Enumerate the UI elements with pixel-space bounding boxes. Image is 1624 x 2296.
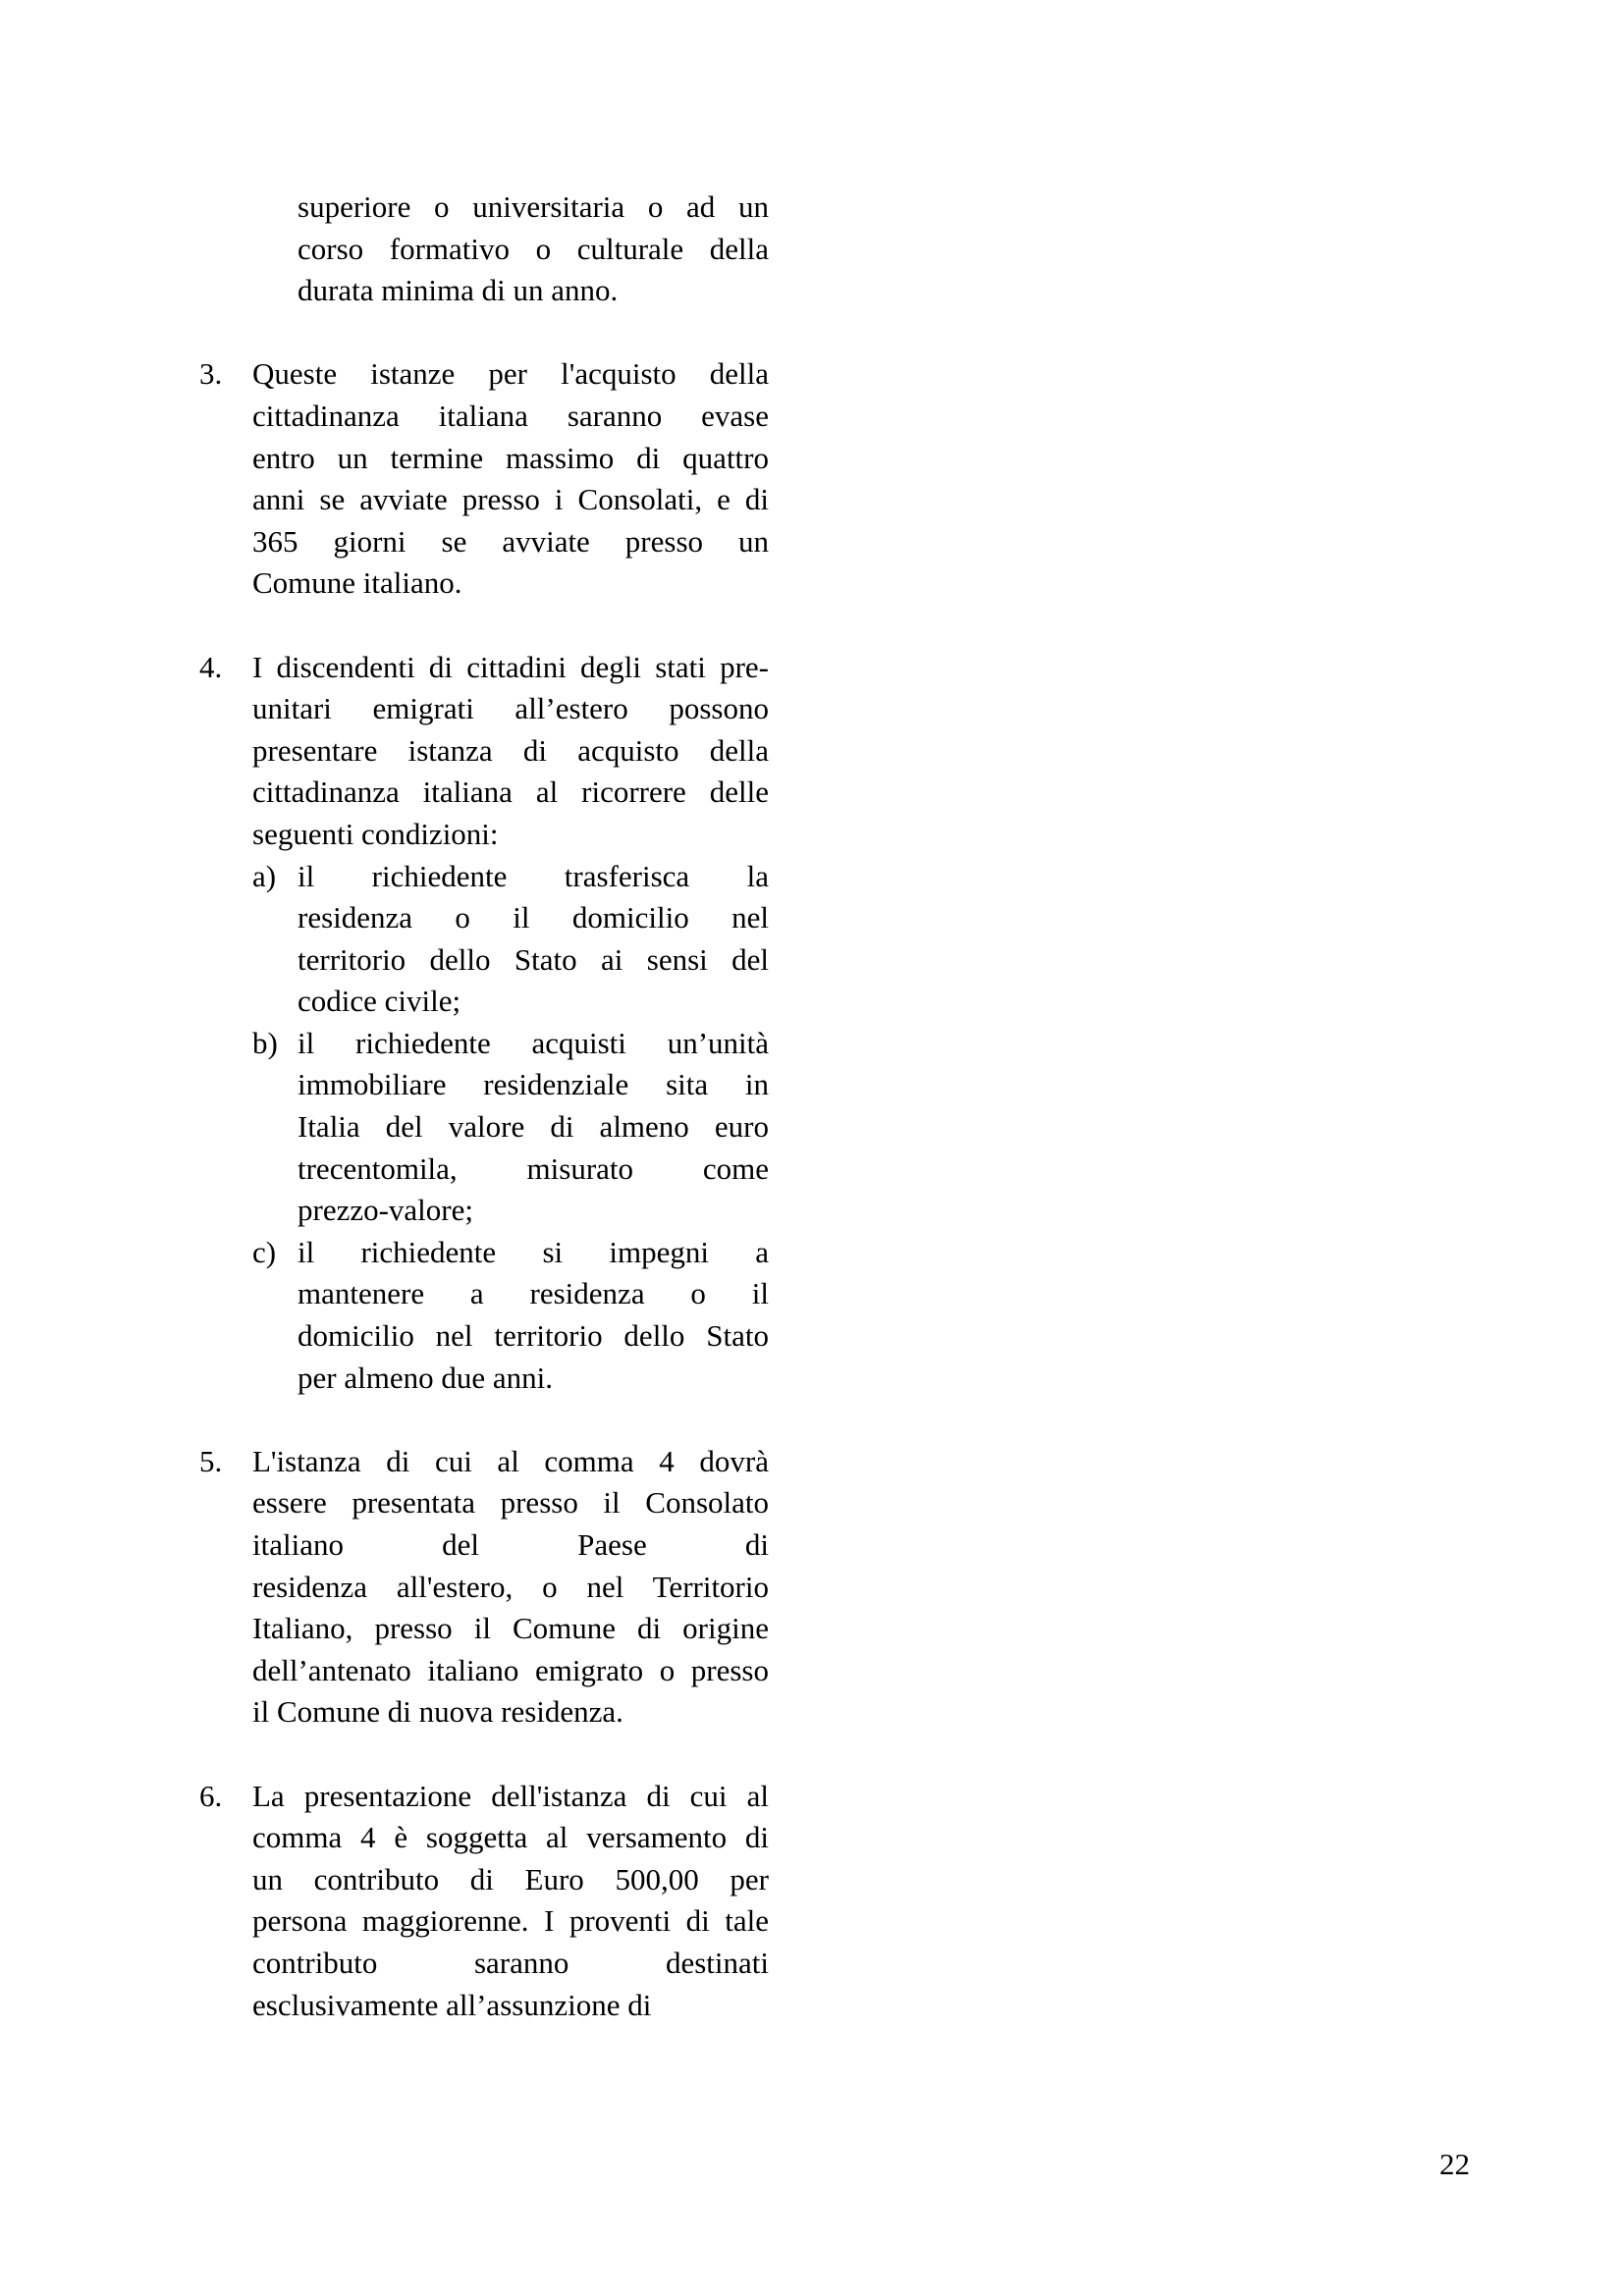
text-column (199, 187, 769, 2026)
text-line: un contributo di Euro 500,00 per (252, 1861, 769, 1896)
text-line: Italiano, presso il Comune di origine (252, 1611, 769, 1646)
text-line: trecentomila, misurato come (298, 1150, 769, 1186)
text-line: prezzo-valore; (298, 1193, 473, 1228)
text-line: durata minima di un anno. (298, 273, 619, 308)
page-number: 22 (1439, 2147, 1470, 2181)
continuation-paragraph (199, 187, 769, 312)
text-line: Comune italiano. (252, 565, 462, 601)
text-line: 365 giorni se avviate presso un (252, 523, 769, 559)
text-line: dell’antenato italiano emigrato o presso (252, 1652, 769, 1687)
text-line: il richiedente si impegni a (298, 1234, 769, 1269)
text-line: corso formativo o culturale della (298, 231, 769, 266)
text-line: superiore o universitaria o ad un (298, 189, 769, 224)
text-line: L'istanza di cui al comma 4 dovrà (252, 1443, 769, 1478)
list-item-4 (199, 647, 769, 1400)
text-line: codice civile; (298, 984, 461, 1019)
text-line: residenza o il domicilio nel (298, 900, 769, 935)
sub-item-letter: b) (252, 1025, 278, 1060)
item-number: 6. (199, 1778, 223, 1813)
text-line: per almeno due anni. (298, 1360, 553, 1395)
sub-item-letter: c) (252, 1234, 277, 1269)
text-line: anni se avviate presso i Consolati, e di (252, 482, 769, 517)
item-number: 4. (199, 649, 223, 684)
text-line: italiano del Paese di (252, 1527, 769, 1562)
list-item-5 (199, 1441, 769, 1734)
sub-item-b (252, 1023, 769, 1232)
text-line: Queste istanze per l'acquisto della (252, 356, 769, 392)
text-line: persona maggiorenne. I proventi di tale (252, 1903, 769, 1939)
text-line: Italia del valore di almeno euro (298, 1109, 769, 1145)
item-number: 5. (199, 1443, 223, 1478)
sub-item-letter: a) (252, 858, 277, 893)
text-line: residenza all'estero, o nel Territorio (252, 1569, 769, 1604)
text-line: il Comune di nuova residenza. (252, 1694, 623, 1730)
list-item-6 (199, 1776, 769, 2027)
text-line: esclusivamente all’assunzione di (252, 1987, 652, 2022)
text-line: essere presentata presso il Consolato (252, 1485, 769, 1521)
text-line: il richiedente trasferisca la (298, 858, 769, 893)
text-line: I discendenti di cittadini degli stati pre- (252, 649, 769, 684)
sub-item-c (252, 1232, 769, 1399)
text-line: mantenere a residenza o il (298, 1276, 769, 1311)
text-line: La presentazione dell'istanza di cui al (252, 1778, 769, 1813)
text-line: territorio dello Stato ai sensi del (298, 941, 769, 977)
text-line: unitari emigrati all’estero possono (252, 691, 769, 726)
text-line: cittadinanza italiana al ricorrere delle (252, 774, 769, 810)
list-item-3 (199, 353, 769, 605)
text-line: entro un termine massimo di quattro (252, 440, 769, 475)
text-line: domicilio nel territorio dello Stato (298, 1318, 769, 1354)
text-line: contributo saranno destinati (252, 1945, 769, 1980)
text-line: cittadinanza italiana saranno evase (252, 398, 769, 433)
text-line: seguenti condizioni: (252, 816, 499, 851)
text-line: il richiedente acquisti un’unità (298, 1025, 769, 1060)
text-line: immobiliare residenziale sita in (298, 1067, 769, 1102)
sub-item-a (252, 856, 769, 1023)
item-number: 3. (199, 356, 223, 392)
text-line: comma 4 è soggetta al versamento di (252, 1820, 769, 1855)
text-line: presentare istanza di acquisto della (252, 732, 769, 768)
